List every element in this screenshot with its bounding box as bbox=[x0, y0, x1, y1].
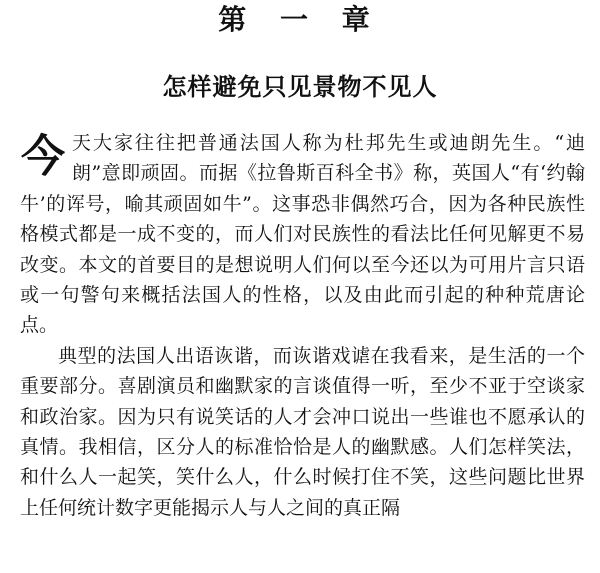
paragraph-2-text: 典型的法国人出语诙谐，而诙谐戏谑在我看来，是生活的一个重要部分。喜剧演员和幽默家的言谈值得一听，至少不亚于空谈家和政治家。因为只有说笑话的人才会冲口说出一些谁也不愿承认的真情。我相信，区分人的标准恰恰是人的幽默感。人们怎样笑法，和什么人一起笑，笑什么人，什么时候打住不笑，这些问题比世界上任何统计数字更能揭示人与人之间的真正隔 bbox=[20, 344, 585, 519]
section-title: 怎样避免只见景物不见人 bbox=[162, 73, 438, 101]
paragraph-2 bbox=[20, 341, 585, 523]
paragraph-1 bbox=[20, 128, 585, 341]
paragraph-1-text: 天大家往往把普通法国人称为杜邦先生或迪朗先生。“迪朗”意即顽固。而据《拉鲁斯百科全书》称，英国人“有‘约翰牛’的诨号，喻其顽固如牛”。这事恐非偶然巧合，因为各种民族性格模式都是一成不变的，而人们对民族性的看法比任何见解更不易改变。本文的首要目的是想说明人们何以至今还以为可用片言只语或一句警句来概括法国人的性格，以及由此而引起的种种荒唐论点。 bbox=[20, 132, 585, 337]
body-text bbox=[20, 128, 585, 523]
chapter-heading: 第 一 章 bbox=[218, 3, 382, 36]
drop-cap: 今 bbox=[21, 131, 65, 182]
